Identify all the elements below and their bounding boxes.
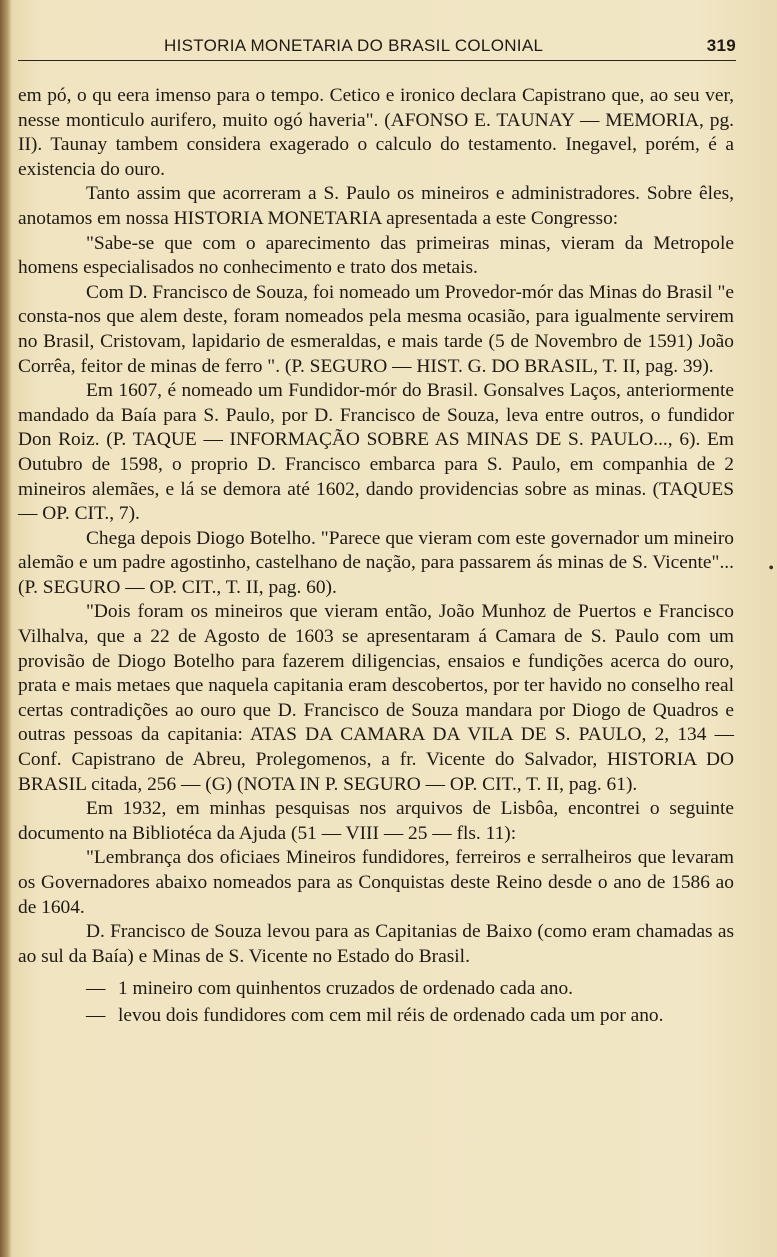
list-dash: — [86, 1004, 106, 1026]
body-text [18, 84, 734, 1031]
running-header-title: HISTORIA MONETARIA DO BRASIL COLONIAL [164, 36, 544, 55]
margin-mark: • [768, 560, 774, 577]
paragraph: Tanto assim que acorreram a S. Paulo os mineiros e administradores. Sobre êles, anotamos em nossa HISTORIA MONETARIA apresentada a este Congresso: [18, 183, 734, 229]
header-rule [18, 60, 736, 61]
paragraph: "Dois foram os mineiros que vieram então, João Munhoz de Puertos e Francisco Vilhalva, que a 22 de Agosto de 1603 se apresentaram á Camara de S. Paulo com um provisão de Diogo Botelho para fazerem diligencias, ensaios e fundições acerca do ouro, prata e mais metaes que naquela capitania eram descobertos, por ter havido no conselho real certas contradições ao ouro que D. Francisco de Souza mandara por Diogo de Quadros e outras pessoas da capitania: ATAS DA CAMARA DA VILA DE S. PAULO, 2, 134 — Conf. Capistrano de Abreu, Prolegomenos, a fr. Vicente do Salvador, HISTORIA DO BRASIL citada, 256 — (G) (NOTA IN P. SEGURO — OP. CIT., T. II, pag. 61). [18, 601, 734, 795]
paragraph: em pó, o qu eera imenso para o tempo. Cetico e ironico declara Capistrano que, ao seu ver, nesse monticulo aurifero, muito ogó haveria". (AFONSO E. TAUNAY — MEMORIA, pg. II). Taunay tambem considera exagerado o calculo do testamento. Inegavel, porém, é a existencia do ouro. [18, 85, 734, 180]
paragraph: Chega depois Diogo Botelho. "Parece que vieram com este governador um mineiro alemão e um padre agostinho, castelhano de nação, para passarem ás minas de S. Vicente"... (P. SEGURO — OP. CIT., T. II, pag. 60). [18, 527, 734, 598]
paragraph: Em 1607, é nomeado um Fundidor-mór do Brasil. Gonsalves Laços, anteriormente mandado da Baía para S. Paulo, por D. Francisco de Souza, leva entre outros, o fundidor Don Roiz. (P. TAQUE — INFORMAÇÃO SOBRE AS MINAS DE S. PAULO..., 6). Em Outubro de 1598, o proprio D. Francisco embarca para S. Paulo, em companhia de 2 mineiros alemães, e lá se demora até 1602, dando providencias sobre as minas. (TAQUES — OP. CIT., 7). [18, 380, 734, 525]
paragraph: Em 1932, em minhas pesquisas nos arquivos de Lisbôa, encontrei o seguinte documento na Bibliotéca da Ajuda (51 — VIII — 25 — fls. 11): [18, 798, 734, 844]
list-item [86, 1004, 734, 1029]
book-spine-shadow [0, 0, 12, 1257]
staff-list [18, 977, 734, 1028]
running-header [18, 34, 738, 60]
paragraph: D. Francisco de Souza levou para as Capitanias de Baixo (como eram chamadas as ao sul da Baía) e Minas de S. Vicente no Estado do Brasil. [18, 921, 734, 967]
paragraph: Com D. Francisco de Souza, foi nomeado um Provedor-mór das Minas do Brasil "e consta-nos que alem deste, foram nomeados pela mesma ocasião, para igualmente servirem no Brasil, Cristovam, lapidario de esmeraldas, e mais tarde (5 de Novembro de 1591) João Corrêa, feitor de minas de ferro ". (P. SEGURO — HIST. G. DO BRASIL, T. II, pag. 39). [18, 281, 734, 377]
list-dash: — [86, 978, 106, 1000]
list-item [86, 977, 734, 1002]
list-item-text: levou dois fundidores com cem mil réis de ordenado cada um por ano. [118, 1004, 664, 1026]
paragraph: "Lembrança dos oficiaes Mineiros fundidores, ferreiros e serralheiros que levaram os Governadores abaixo nomeados para as Conquistas deste Reino desde o ano de 1586 ao de 1604. [18, 847, 734, 918]
page-number: 319 [706, 36, 736, 55]
paragraph: "Sabe-se que com o aparecimento das primeiras minas, vieram da Metropole homens especialisados no conhecimento e trato dos metais. [18, 232, 734, 279]
list-item-text: 1 mineiro com quinhentos cruzados de ordenado cada ano. [118, 978, 573, 1000]
